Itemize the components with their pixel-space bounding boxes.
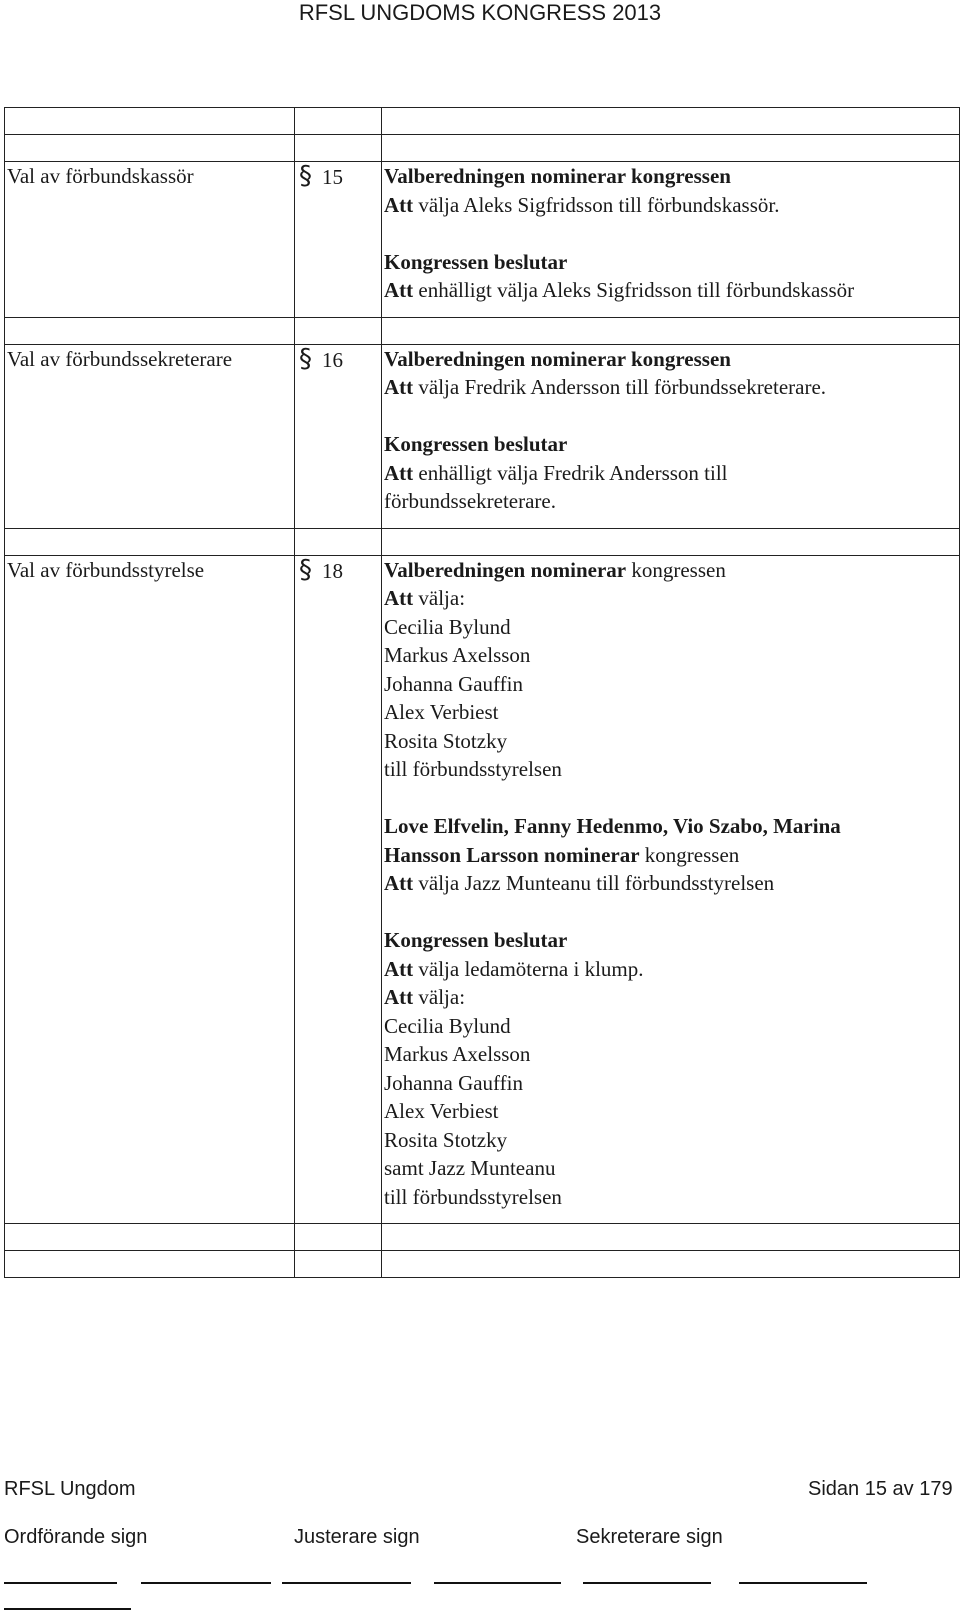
plain-text: välja Jazz Munteanu till förbundsstyrelsen bbox=[413, 871, 775, 895]
spacer-row bbox=[5, 528, 960, 555]
empty-cell bbox=[295, 1224, 382, 1251]
paragraph-gap bbox=[384, 219, 959, 248]
signature-line bbox=[141, 1582, 271, 1584]
decision-line bbox=[384, 373, 959, 402]
paragraph-gap bbox=[384, 784, 959, 813]
bold-text: Att bbox=[384, 460, 414, 485]
plain-text: välja: bbox=[413, 586, 466, 610]
decision-line bbox=[384, 556, 959, 585]
decision-line bbox=[384, 1183, 959, 1212]
plain-text: välja Fredrik Andersson till förbundssekreterare. bbox=[413, 375, 827, 399]
empty-cell bbox=[295, 317, 382, 344]
spacer-row bbox=[5, 108, 960, 135]
plain-text: till förbundsstyrelsen bbox=[384, 1184, 562, 1209]
plain-text: Cecilia Bylund bbox=[384, 1013, 511, 1038]
plain-text: Cecilia Bylund bbox=[384, 614, 511, 639]
plain-text: Markus Axelsson bbox=[384, 643, 531, 667]
decision-line bbox=[384, 1126, 959, 1155]
plain-text: förbundssekreterare. bbox=[384, 489, 556, 513]
empty-cell bbox=[5, 1224, 295, 1251]
decision-line bbox=[384, 812, 959, 841]
plain-text: Johanna Gauffin bbox=[384, 671, 523, 696]
plain-text: samt Jazz Munteanu bbox=[384, 1156, 556, 1180]
paragraph-gap bbox=[384, 402, 959, 431]
section-cell bbox=[295, 162, 382, 318]
decision-line bbox=[384, 613, 959, 642]
empty-cell bbox=[295, 528, 382, 555]
decision-line bbox=[384, 276, 959, 305]
spacer-row bbox=[5, 1251, 960, 1278]
bold-text: Att bbox=[384, 586, 414, 610]
bold-text: Att bbox=[384, 192, 414, 217]
plain-text: enhälligt välja Fredrik Andersson till bbox=[413, 460, 728, 485]
cell-padding bbox=[384, 1211, 959, 1223]
decision-line bbox=[384, 670, 959, 699]
decision-line bbox=[384, 698, 959, 727]
decision-line bbox=[384, 755, 959, 784]
decision-line bbox=[384, 1097, 959, 1126]
secretary-signature-label: Sekreterare sign bbox=[576, 1526, 723, 1548]
bold-text: Att bbox=[384, 956, 414, 981]
plain-text: kongressen bbox=[639, 842, 740, 867]
empty-cell bbox=[382, 528, 960, 555]
plain-text: Rosita Stotzky bbox=[384, 1127, 508, 1152]
empty-cell bbox=[382, 1251, 960, 1278]
signature-line bbox=[4, 1608, 131, 1610]
section-cell bbox=[295, 555, 382, 1224]
plain-text: välja ledamöterna i klump. bbox=[413, 956, 644, 981]
adjuster-signature-label: Justerare sign bbox=[294, 1526, 420, 1548]
section-sign-icon: § bbox=[299, 344, 312, 374]
page-number: Sidan 15 av 179 bbox=[808, 1478, 953, 1500]
decision-line bbox=[384, 869, 959, 898]
decision-text bbox=[382, 555, 960, 1224]
signature-line bbox=[739, 1582, 867, 1584]
bold-text: Valberedningen nominerar bbox=[384, 557, 627, 582]
plain-text: välja Aleks Sigfridsson till förbundskassör. bbox=[413, 192, 780, 217]
election-title: Val av förbundssekreterare bbox=[5, 344, 295, 528]
empty-cell bbox=[382, 135, 960, 162]
section-number: 18 bbox=[322, 558, 343, 583]
decision-line bbox=[384, 1012, 959, 1041]
empty-cell bbox=[295, 108, 382, 135]
bold-text: Hansson Larsson nominerar bbox=[384, 842, 640, 867]
bold-text: Att bbox=[384, 278, 414, 302]
decision-line bbox=[384, 955, 959, 984]
decision-text bbox=[382, 162, 960, 318]
bold-text: Att bbox=[384, 985, 414, 1009]
signature-line bbox=[583, 1582, 711, 1584]
empty-cell bbox=[295, 1251, 382, 1278]
election-row bbox=[5, 162, 960, 318]
plain-text: Rosita Stotzky bbox=[384, 728, 508, 753]
decision-line bbox=[384, 162, 959, 191]
empty-cell bbox=[5, 135, 295, 162]
bold-text: Att bbox=[384, 375, 414, 399]
empty-cell bbox=[5, 528, 295, 555]
section-cell bbox=[295, 344, 382, 528]
decision-line bbox=[384, 430, 959, 459]
plain-text: Alex Verbiest bbox=[384, 700, 499, 724]
plain-text: välja: bbox=[413, 985, 466, 1009]
section-number: 16 bbox=[322, 347, 343, 372]
election-title: Val av förbundskassör bbox=[5, 162, 295, 318]
empty-cell bbox=[382, 1224, 960, 1251]
decision-line bbox=[384, 248, 959, 277]
paragraph-gap bbox=[384, 898, 959, 927]
election-row bbox=[5, 344, 960, 528]
decision-line bbox=[384, 1069, 959, 1098]
election-row bbox=[5, 555, 960, 1224]
plain-text: Alex Verbiest bbox=[384, 1099, 499, 1123]
plain-text: till förbundsstyrelsen bbox=[384, 757, 562, 781]
decision-line bbox=[384, 1154, 959, 1183]
decision-line bbox=[384, 841, 959, 870]
decision-line bbox=[384, 459, 959, 488]
chair-signature-label: Ordförande sign bbox=[4, 1526, 148, 1548]
signature-line bbox=[4, 1582, 117, 1584]
plain-text: enhälligt välja Aleks Sigfridsson till förbundskassör bbox=[413, 278, 855, 302]
section-sign-icon: § bbox=[299, 161, 312, 191]
footer-organization: RFSL Ungdom bbox=[4, 1478, 136, 1500]
bold-text: Kongressen beslutar bbox=[384, 928, 568, 952]
empty-cell bbox=[295, 135, 382, 162]
decision-line bbox=[384, 345, 959, 374]
decision-line bbox=[384, 1040, 959, 1069]
signature-line bbox=[282, 1582, 411, 1584]
bold-text: Att bbox=[384, 871, 414, 895]
signature-line bbox=[434, 1582, 561, 1584]
bold-text: Love Elfvelin, Fanny Hedenmo, Vio Szabo, Marina bbox=[384, 814, 841, 838]
cell-padding bbox=[384, 305, 959, 317]
spacer-row bbox=[5, 317, 960, 344]
bold-text: Valberedningen nominerar kongressen bbox=[384, 164, 731, 188]
section-sign-icon: § bbox=[299, 555, 312, 585]
spacer-row bbox=[5, 1224, 960, 1251]
bold-text: Kongressen beslutar bbox=[384, 432, 568, 456]
empty-cell bbox=[5, 108, 295, 135]
plain-text: Markus Axelsson bbox=[384, 1042, 531, 1066]
plain-text: Johanna Gauffin bbox=[384, 1070, 523, 1095]
bold-text: Valberedningen nominerar kongressen bbox=[384, 346, 731, 371]
empty-cell bbox=[382, 317, 960, 344]
decision-text bbox=[382, 344, 960, 528]
decision-line bbox=[384, 191, 959, 220]
decision-line bbox=[384, 983, 959, 1012]
empty-cell bbox=[382, 108, 960, 135]
minutes-table-body bbox=[5, 108, 960, 1278]
empty-cell bbox=[5, 317, 295, 344]
decision-line bbox=[384, 584, 959, 613]
cell-padding bbox=[384, 516, 959, 528]
spacer-row bbox=[5, 135, 960, 162]
plain-text: kongressen bbox=[626, 557, 726, 582]
empty-cell bbox=[5, 1251, 295, 1278]
decision-line bbox=[384, 641, 959, 670]
decision-line bbox=[384, 487, 959, 516]
decision-line bbox=[384, 727, 959, 756]
election-title: Val av förbundsstyrelse bbox=[5, 555, 295, 1224]
page-header: RFSL UNGDOMS KONGRESS 2013 bbox=[298, 0, 662, 25]
section-number: 15 bbox=[322, 165, 343, 189]
decision-line bbox=[384, 926, 959, 955]
bold-text: Kongressen beslutar bbox=[384, 249, 568, 274]
minutes-table bbox=[4, 107, 960, 1278]
